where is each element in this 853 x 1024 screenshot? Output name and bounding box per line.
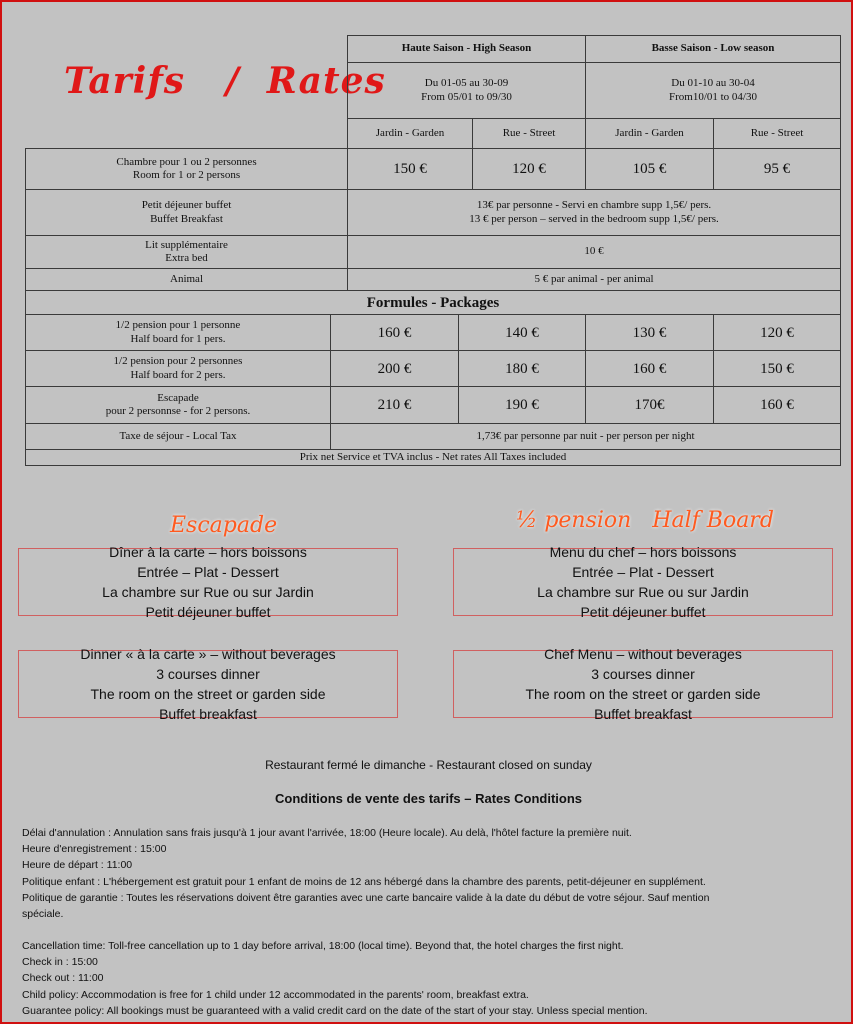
half-board-en-line: Chef Menu – without beverages — [544, 646, 742, 662]
half-board-en-line: Buffet breakfast — [594, 706, 692, 722]
escapade-title: Escapade — [170, 513, 278, 538]
extra-bed-label-fr: Lit supplémentaire — [145, 238, 228, 251]
breakfast-description — [347, 189, 841, 236]
half2-label-fr: 1/2 pension pour 2 personnes — [113, 355, 243, 368]
escapade-box-en — [18, 646, 398, 722]
page-title: Tarifs / Rates — [64, 60, 386, 102]
condition-line: Politique enfant : L'hébergement est gratuit pour 1 enfant de moins de 12 ans hébergé dans la chambre des parents, petit-déjeuner en supplément. — [22, 875, 706, 888]
extra-bed-label-en: Extra bed — [165, 252, 208, 264]
condition-line: Child policy: Accommodation is free for 1 child under 12 accommodated in the parents' room, breakfast extra. — [22, 988, 529, 1001]
row-label-room — [25, 148, 348, 190]
escapade-fr-line: Petit déjeuner buffet — [145, 604, 271, 620]
room-price-high-garden: 150 € — [347, 148, 473, 190]
row-label-extra-bed — [25, 235, 348, 269]
escapade-label-en: pour 2 personnse - for 2 persons. — [105, 405, 251, 417]
low-season-dates — [585, 62, 841, 119]
condition-line: Cancellation time: Toll-free cancellation up to 1 day before arrival, 18:00 (local time). Beyond that, the hotel charges the first night. — [22, 940, 624, 952]
conditions-title: Conditions de vente des tarifs – Rates Conditions — [275, 791, 582, 806]
half-board-box-fr — [453, 544, 833, 620]
condition-line: Heure de départ : 11:00 — [22, 859, 133, 872]
half-board-fr-line: Entrée – Plat - Dessert — [572, 564, 714, 580]
net-rates-note: Prix net Service et TVA inclus - Net rates All Taxes included — [25, 449, 841, 466]
half1-label-en: Half board for 1 pers. — [130, 332, 226, 345]
half1-price-high-street: 140 € — [458, 314, 586, 351]
escapade-box-fr — [18, 544, 398, 620]
animal-price: 5 € par animal - per animal — [347, 268, 841, 291]
row-label-half-board-1 — [25, 314, 331, 351]
condition-line: Politique de garantie : Toutes les réservations doivent être garanties avec une carte bancaire valide à la date du début de votre séjour. Sauf mention — [22, 891, 710, 904]
col-header-low-garden: Jardin - Garden — [585, 118, 714, 149]
escapade-fr-line: Dîner à la carte – hors boissons — [109, 544, 307, 560]
low-dates-fr: Du 01-10 au 30-04 — [671, 77, 755, 90]
conditions-fr — [22, 825, 709, 922]
half-board-fr-line: La chambre sur Rue ou sur Jardin — [537, 584, 749, 600]
high-season-dates — [347, 62, 586, 119]
local-tax-value: 1,73€ par personne par nuit - per person per night — [330, 423, 841, 450]
room-price-low-garden: 105 € — [585, 148, 714, 190]
conditions-en — [22, 938, 647, 1019]
half2-price-low-garden: 160 € — [585, 350, 714, 387]
escapade-fr-line: La chambre sur Rue ou sur Jardin — [102, 584, 314, 600]
condition-line: Guarantee policy: All bookings must be guaranteed with a valid credit card on the date of the start of your stay. Unless special mention. — [22, 1004, 648, 1017]
col-header-high-street: Rue - Street — [472, 118, 586, 149]
breakfast-label-en: Buffet Breakfast — [150, 212, 223, 225]
breakfast-desc-fr: 13€ par personne - Servi en chambre supp 1,5€/ pers. — [476, 199, 712, 212]
half1-price-low-garden: 130 € — [585, 314, 714, 351]
room-label-fr: Chambre pour 1 ou 2 personnes — [116, 155, 257, 168]
half-board-title: ½ pension Half Board — [516, 508, 774, 533]
room-price-low-street: 95 € — [713, 148, 841, 190]
escapade-en-line: Dinner « à la carte » – without beverages — [80, 646, 336, 662]
breakfast-desc-en: 13 € per person – served in the bedroom supp 1,5€/ pers. — [469, 212, 719, 225]
room-price-high-street: 120 € — [472, 148, 586, 190]
half-board-fr-line: Petit déjeuner buffet — [580, 604, 706, 620]
escapade-price-low-street: 160 € — [713, 386, 841, 424]
row-label-half-board-2 — [25, 350, 331, 387]
escapade-en-line: Buffet breakfast — [159, 706, 257, 722]
half-board-box-en — [453, 646, 833, 722]
half2-price-low-street: 150 € — [713, 350, 841, 387]
condition-line: Check in : 15:00 — [22, 956, 98, 969]
row-label-escapade — [25, 386, 331, 424]
half2-label-en: Half board for 2 pers. — [130, 368, 226, 381]
condition-line: Délai d'annulation : Annulation sans frais jusqu'à 1 jour avant l'arrivée, 18:00 (Heure locale). Au delà, l'hôtel facture la première nuit. — [22, 827, 632, 839]
row-label-local-tax: Taxe de séjour - Local Tax — [25, 423, 331, 450]
condition-line: Check out : 11:00 — [22, 972, 104, 985]
extra-bed-price: 10 € — [347, 235, 841, 269]
high-dates-en: From 05/01 to 09/30 — [421, 90, 512, 103]
packages-title: Formules - Packages — [25, 290, 841, 315]
breakfast-label-fr: Petit déjeuner buffet — [141, 199, 232, 212]
row-label-animal: Animal — [25, 268, 348, 291]
escapade-price-high-garden: 210 € — [330, 386, 459, 424]
escapade-price-low-garden: 170€ — [585, 386, 714, 424]
half1-label-fr: 1/2 pension pour 1 personne — [115, 319, 241, 332]
half2-price-high-garden: 200 € — [330, 350, 459, 387]
half1-price-low-street: 120 € — [713, 314, 841, 351]
col-header-low-street: Rue - Street — [713, 118, 841, 149]
high-dates-fr: Du 01-05 au 30-09 — [424, 77, 509, 90]
half-board-fr-line: Menu du chef – hors boissons — [549, 544, 737, 560]
escapade-en-line: 3 courses dinner — [156, 666, 260, 682]
half1-price-high-garden: 160 € — [330, 314, 459, 351]
half-board-en-line: 3 courses dinner — [591, 666, 695, 682]
row-label-breakfast — [25, 189, 348, 236]
escapade-fr-line: Entrée – Plat - Dessert — [137, 564, 279, 580]
restaurant-closed-note: Restaurant fermé le dimanche - Restaurant closed on sunday — [265, 758, 592, 772]
escapade-label-fr: Escapade — [157, 391, 199, 404]
escapade-price-high-street: 190 € — [458, 386, 586, 424]
low-dates-en: From10/01 to 04/30 — [668, 90, 757, 103]
half2-price-high-street: 180 € — [458, 350, 586, 387]
condition-line: spéciale. — [22, 908, 64, 921]
escapade-en-line: The room on the street or garden side — [90, 686, 326, 702]
condition-line: Heure d'enregistrement : 15:00 — [22, 843, 167, 856]
high-season-header: Haute Saison - High Season — [347, 35, 586, 63]
room-label-en: Room for 1 or 2 persons — [132, 169, 241, 181]
half-board-en-line: The room on the street or garden side — [525, 686, 761, 702]
col-header-high-garden: Jardin - Garden — [347, 118, 473, 149]
low-season-header: Basse Saison - Low season — [585, 35, 841, 63]
